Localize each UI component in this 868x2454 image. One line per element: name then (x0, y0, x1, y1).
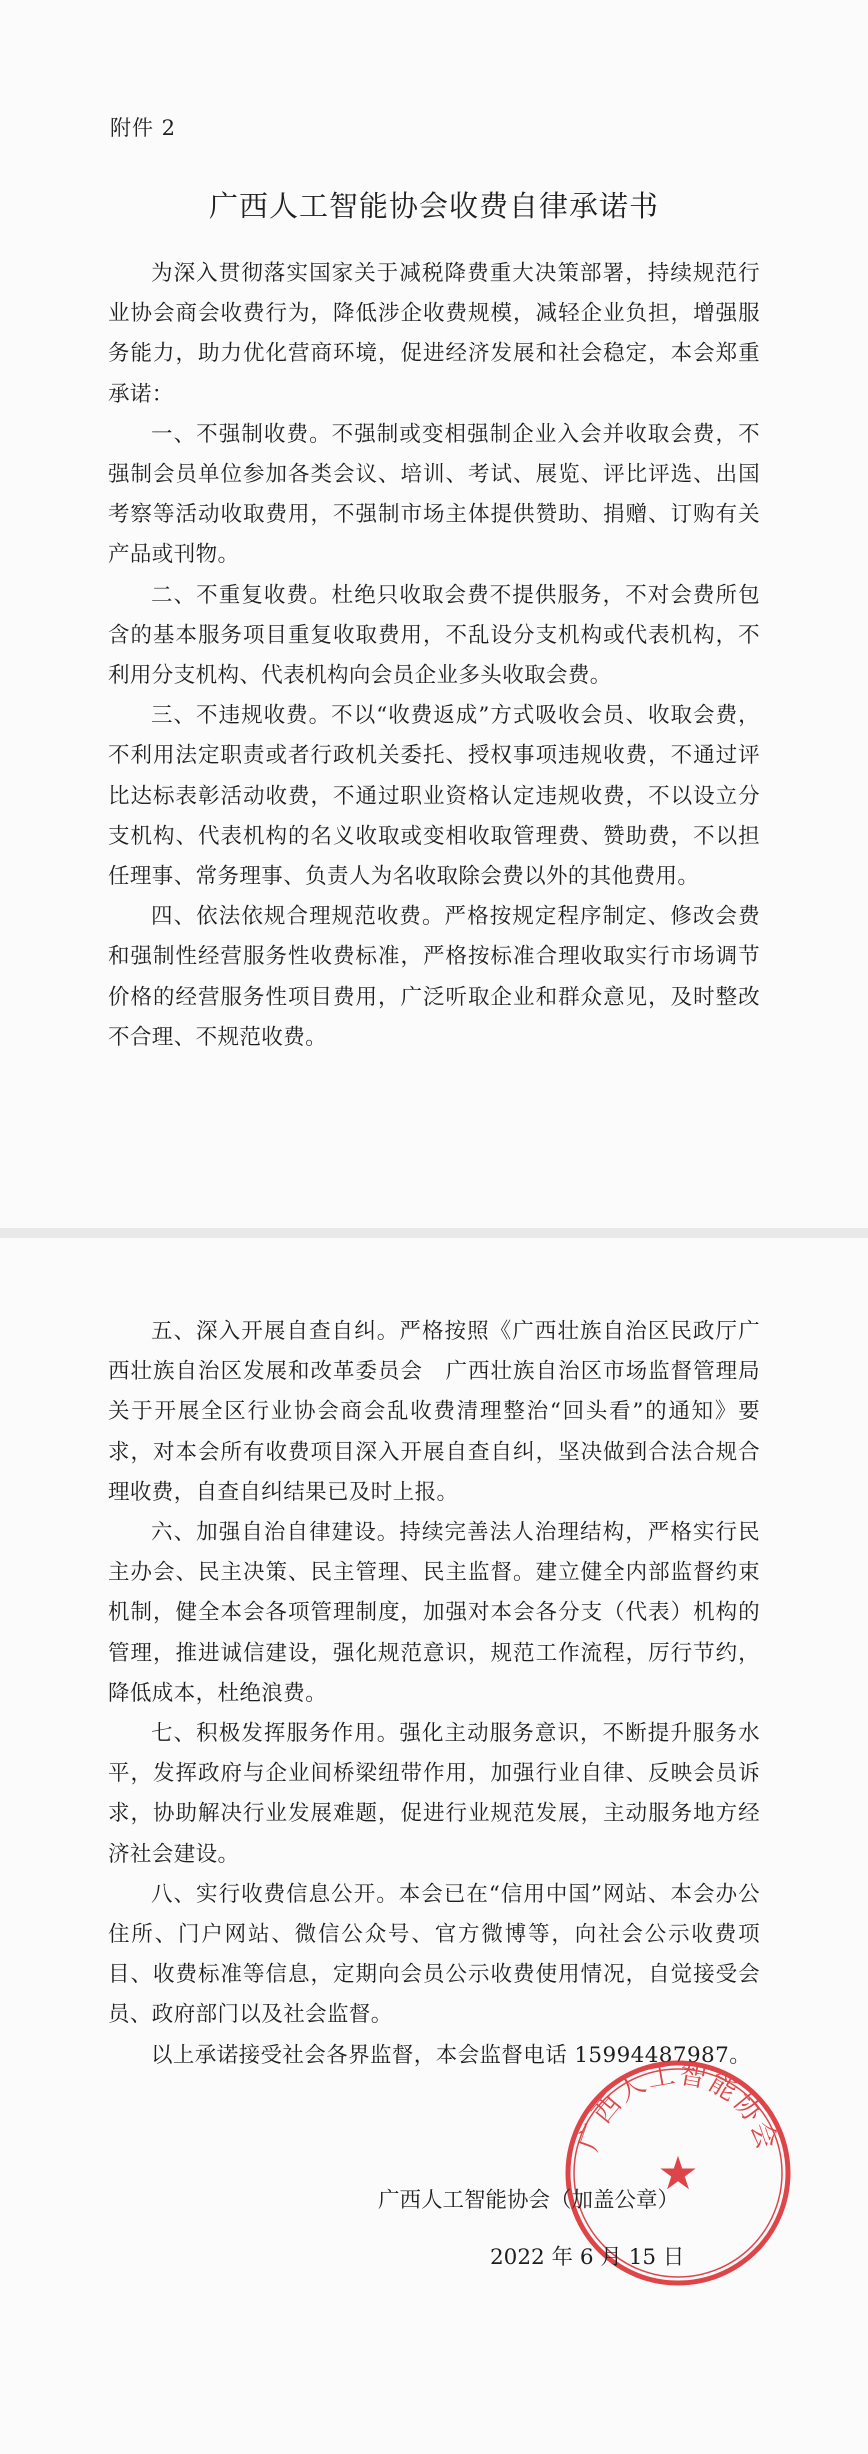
seal-text: 广西人工智能协会 (573, 2058, 783, 2156)
signature-date: 2022 年 6 月 15 日 (490, 2245, 685, 2270)
commitment-7-paragraph: 七、积极发挥服务作用。强化主动服务意识，不断提升服务水平，发挥政府与企业间桥梁纽带作用，加强行业自律、反映会员诉求，协助解决行业发展难题，促进行业规范发展，主动服务地方经济社会建设。 (108, 1721, 760, 1867)
seal-star-icon: ★ (657, 2146, 699, 2200)
commitment-5-paragraph: 五、深入开展自查自纠。严格按照《广西壮族自治区民政厅广西壮族自治区发展和改革委员会 广西壮族自治区市场监督管理局关于开展全区行业协会商会乱收费清理整治“回头看”的通知》要求，对本会所有收费项目深入开展自查自纠，坚决做到合法合规合理收费，自查自纠结果已及时上报。 (108, 1319, 760, 1505)
signature-organization: 广西人工智能协会（加盖公章） (378, 2188, 680, 2213)
document-title: 广西人工智能协会收费自律承诺书 (208, 189, 659, 223)
commitment-4-paragraph: 四、依法依规合理规范收费。严格按规定程序制定、修改会费和强制性经营服务性收费标准，严格按标准合理收取实行市场调节价格的经营服务性项目费用，广泛听取企业和群众意见，及时整改不合理、不规范收费。 (108, 904, 760, 1050)
commitment-6-paragraph: 六、加强自治自律建设。持续完善法人治理结构，严格实行民主办会、民主决策、民主管理、民主监督。建立健全内部监督约束机制，健全本会各项管理制度，加强对本会各分支（代表）机构的管理，推进诚信建设，强化规范意识，规范工作流程，厉行节约，降低成本，杜绝浪费。 (108, 1520, 760, 1706)
intro-paragraph: 为深入贯彻落实国家关于减税降费重大决策部署，持续规范行业协会商会收费行为，降低涉企收费规模，减轻企业负担，增强服务能力，助力优化营商环境，促进经济发展和社会稳定，本会郑重承诺： (108, 261, 760, 407)
commitment-1-paragraph: 一、不强制收费。不强制或变相强制企业入会并收取会费，不强制会员单位参加各类会议、培训、考试、展览、评比评选、出国考察等活动收取费用，不强制市场主体提供赞助、捐赠、订购有关产品或刊物。 (108, 421, 760, 568)
attachment-label: 附件 2 (110, 116, 177, 140)
page2-body (108, 1312, 760, 2076)
page1-body (108, 254, 760, 1058)
document-page-2 (0, 1238, 868, 2454)
supervision-paragraph: 以上承诺接受社会各界监督，本会监督电话 15994487987。 (151, 2042, 752, 2068)
commitment-3-paragraph: 三、不违规收费。不以“收费返成”方式吸收会员、收取会费，不利用法定职责或者行政机关委托、授权事项违规收费，不通过评比达标表彰活动收费，不通过职业资格认定违规收费，不以设立分支机构、代表机构的名义收取或变相收取管理费、赞助费，不以担任理事、常务理事、负责人为名收取除会费以外的其他费用。 (108, 703, 760, 890)
commitment-8-paragraph: 八、实行收费信息公开。本会已在“信用中国”网站、本会办公住所、门户网站、微信公众号、官方微博等，向社会公示收费项目、收费标准等信息，定期向会员公示收费使用情况，自觉接受会员、政府部门以及社会监督。 (108, 1881, 760, 2028)
commitment-2-paragraph: 二、不重复收费。杜绝只收取会费不提供服务，不对会费所包含的基本服务项目重复收取费用，不乱设分支机构或代表机构，不利用分支机构、代表机构向会员企业多头收取会费。 (108, 582, 760, 689)
